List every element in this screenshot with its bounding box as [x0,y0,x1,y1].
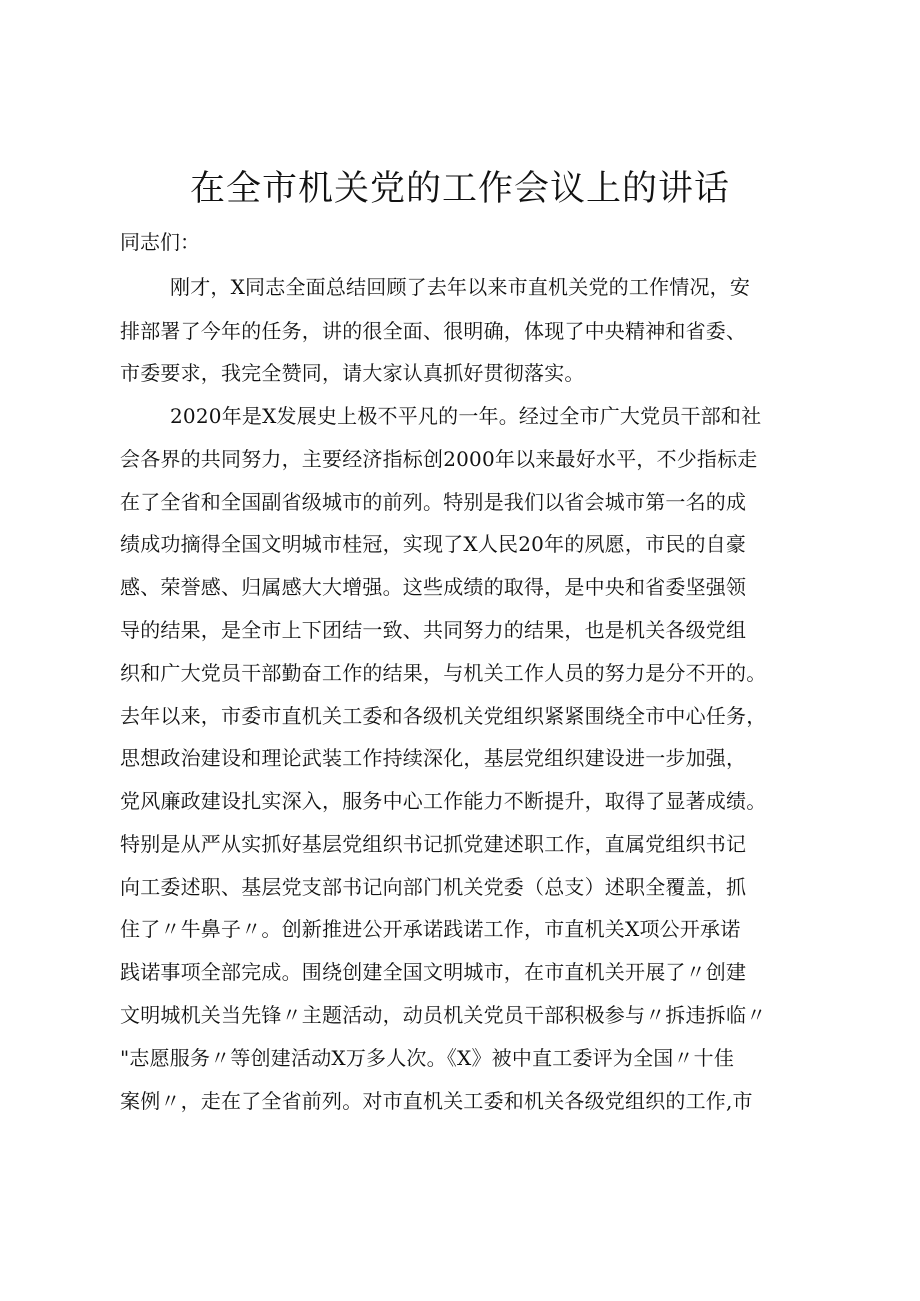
paragraph-2-line-3: 在了全省和全国副省级城市的前列。特别是我们以省会城市第一名的成 [120,490,747,514]
paragraph-2-line-13: 住了〃牛鼻子〃。创新推进公开承诺践诺工作，市直机关X项公开承诺 [120,917,741,941]
salutation: 同志们： [120,230,200,254]
paragraph-2-line-15: 文明城机关当先锋〃主题活动，动员机关党员干部积极参与〃拆违拆临〃 [120,1003,767,1027]
paragraph-2-line-8: 去年以来，市委市直机关工委和各级机关党组织紧紧围绕全市中心任务， [120,704,767,728]
paragraph-2-line-2: 会各界的共同努力，主要经济指标创2000年以来最好水平，不少指标走 [120,447,758,471]
paragraph-2-line-14: 践诺事项全部完成。围绕创建全国文明城市，在市直机关开展了〃创建 [120,960,747,984]
paragraph-2-line-17: 案例〃，走在了全省前列。对市直机关工委和机关各级党组织的工作,市 [120,1089,753,1113]
paragraph-2-line-11: 特别是从严从实抓好基层党组织书记抓党建述职工作，直属党组织书记 [120,832,747,856]
paragraph-1-line-2: 排部署了今年的任务，讲的很全面、很明确，体现了中央精神和省委、 [120,319,747,343]
paragraph-2-line-1: 2020年是X发展史上极不平凡的一年。经过全市广大党员干部和社 [170,404,762,428]
document-title: 在全市机关党的工作会议上的讲话 [189,169,730,209]
paragraph-2-line-5: 感、荣誉感、归属感大大增强。这些成绩的取得，是中央和省委坚强领 [120,575,747,599]
paragraph-1-line-1: 刚才，X同志全面总结回顾了去年以来市直机关党的工作情况，安 [170,275,751,299]
paragraph-2-line-16: "志愿服务〃等创建活动X万多人次。《X》被中直工委评为全国〃十佳 [120,1046,735,1070]
paragraph-2-line-6: 导的结果，是全市上下团结一致、共同努力的结果，也是机关各级党组 [120,618,747,642]
paragraph-2-line-9: 思想政治建设和理论武装工作持续深化，基层党组织建设进一步加强， [120,746,747,770]
paragraph-1-line-3: 市委要求，我完全赞同，请大家认真抓好贯彻落实。 [120,361,585,385]
paragraph-2-line-12: 向工委述职、基层党支部书记向部门机关党委（总支）述职全覆盖，抓 [120,875,747,899]
paragraph-2-line-7: 织和广大党员干部勤奋工作的结果，与机关工作人员的努力是分不开的。 [120,661,767,685]
paragraph-2-line-4: 绩成功摘得全国文明城市桂冠，实现了X人民20年的夙愿，市民的自豪 [120,532,747,556]
paragraph-2-line-10: 党风廉政建设扎实深入，服务中心工作能力不断提升，取得了显著成绩。 [120,789,767,813]
